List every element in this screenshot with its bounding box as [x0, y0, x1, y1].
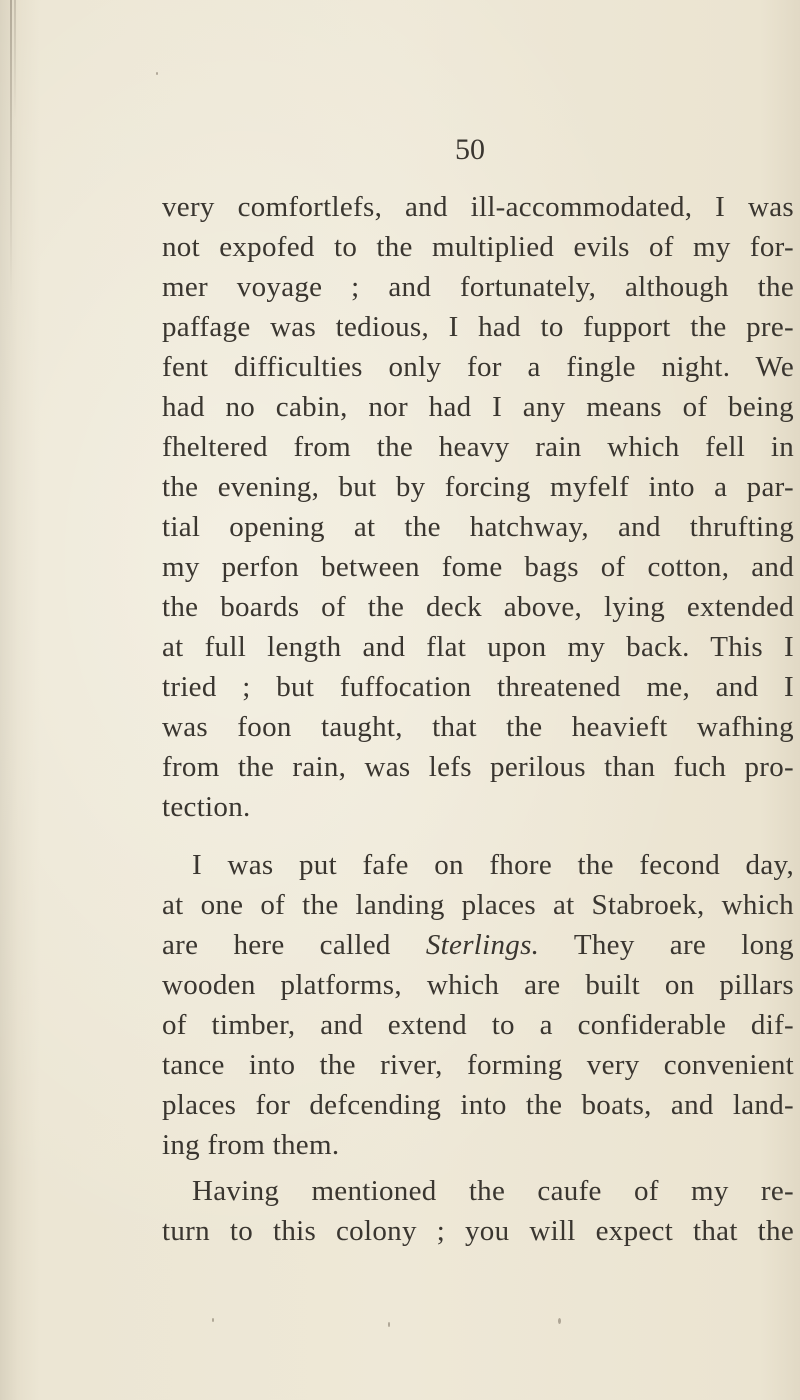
text-line: the evening, but by forcing myfelf into a par- — [162, 471, 794, 503]
text-line: at full length and flat upon my back. This I — [162, 631, 794, 663]
text-line — [162, 925, 794, 965]
binding-shadow-secondary — [14, 0, 16, 120]
text-line: had no cabin, nor had I any means of being — [162, 391, 794, 423]
text-run: are here called — [162, 929, 426, 961]
text-line: ing from them. — [162, 1129, 340, 1161]
text-line: not expofed to the multiplied evils of my for- — [162, 231, 794, 263]
text-line: tial opening at the hatchway, and thrufting — [162, 511, 794, 543]
text-line: paffage was tedious, I had to fupport the pre- — [162, 311, 794, 343]
text-line: Having mentioned the caufe of my re- — [192, 1175, 794, 1207]
text-line: tance into the river, forming very convenient — [162, 1049, 794, 1081]
text-line: mer voyage ; and fortunately, although the — [162, 271, 794, 303]
text-run: They are long — [539, 929, 794, 961]
text-line: my perfon between fome bags of cotton, and — [162, 551, 794, 583]
text-line: the boards of the deck above, lying extended — [162, 591, 794, 623]
paper-speck — [156, 72, 158, 75]
italic-term: Sterlings. — [425, 929, 540, 961]
text-line: of timber, and extend to a confiderable dif- — [162, 1009, 794, 1041]
text-line: tried ; but fuffocation threatened me, and I — [162, 671, 794, 703]
binding-shadow — [10, 0, 12, 300]
text-line: turn to this colony ; you will expect that the — [162, 1215, 794, 1247]
text-line: tection. — [162, 791, 251, 823]
paragraph-1 — [162, 187, 794, 827]
text-line: wooden platforms, which are built on pillars — [162, 969, 794, 1001]
text-line: fent difficulties only for a fingle night. We — [162, 351, 794, 383]
text-line: from the rain, was lefs perilous than fuch pro- — [162, 751, 794, 783]
paragraph-2 — [162, 845, 794, 1165]
text-line: I was put fafe on fhore the fecond day, — [192, 849, 794, 881]
text-line: places for defcending into the boats, and land- — [162, 1089, 794, 1121]
paper-speck — [558, 1318, 561, 1324]
text-line: was foon taught, that the heavieft wafhing — [162, 711, 794, 743]
text-line: very comfortlefs, and ill-accommodated, I was — [162, 191, 794, 223]
text-line: fheltered from the heavy rain which fell in — [162, 431, 794, 463]
paper-speck — [212, 1318, 214, 1322]
paper-speck — [388, 1322, 390, 1327]
text-line: at one of the landing places at Stabroek, which — [162, 889, 794, 921]
paragraph-3 — [162, 1171, 794, 1251]
page-number: 50 — [455, 133, 485, 166]
